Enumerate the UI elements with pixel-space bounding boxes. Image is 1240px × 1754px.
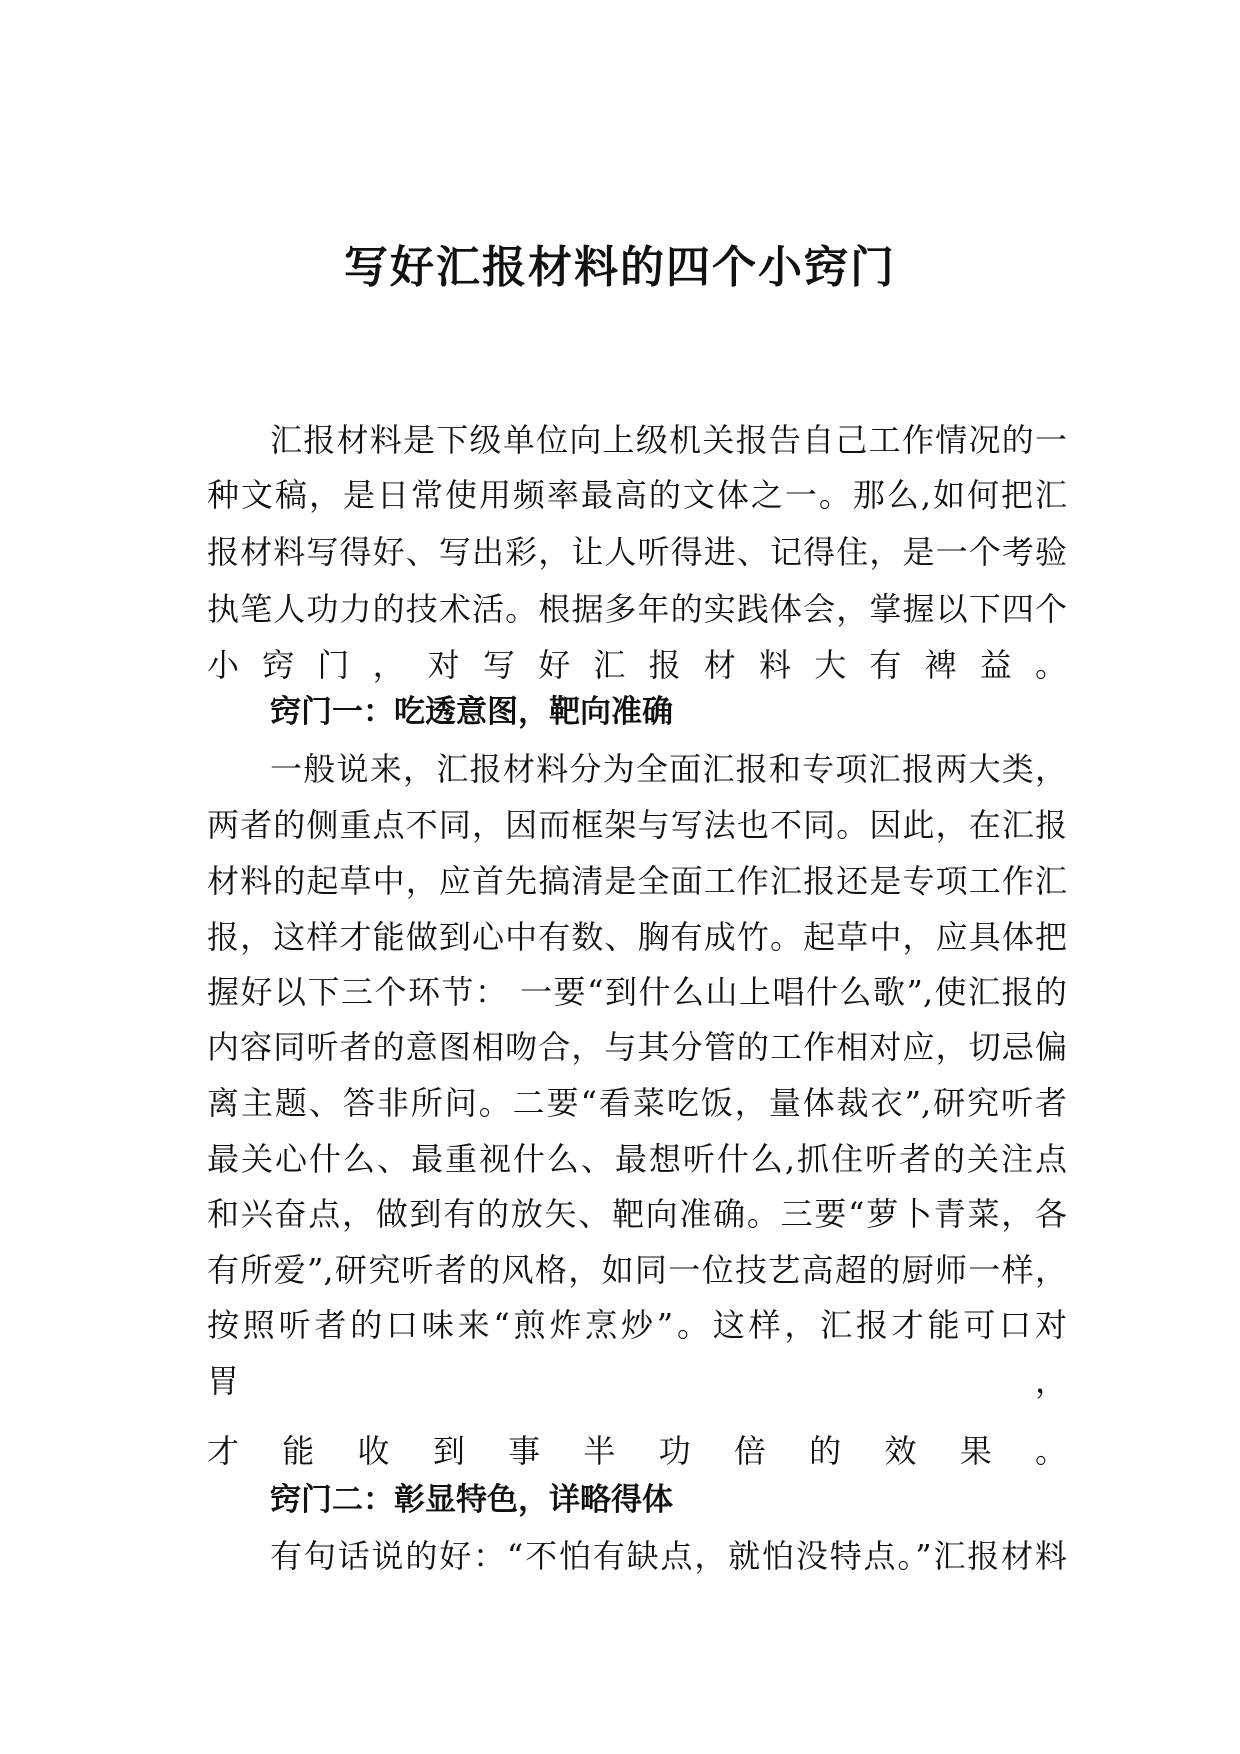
paragraph-line: 握好以下三个环节： 一要“到什么山上唱什么歌”,使汇报的 [207,973,1067,1011]
paragraph-line: 有所爱”,研究听者的风格，如同一位技艺高超的厨师一样， [207,1251,1067,1289]
paragraph-line: 胃， [207,1362,1067,1400]
paragraph-line: 种文稿，是日常使用频率最高的文体之一。那么,如何把汇 [207,476,1067,514]
paragraph-line: 一般说来，汇报材料分为全面汇报和专项汇报两大类， [270,750,1067,788]
paragraph-line: 按照听者的口味来“煎炸烹炒”。这样，汇报才能可口对 [207,1306,1067,1344]
paragraph-line: 有句话说的好：“不怕有缺点，就怕没特点。”汇报材料 [270,1537,1067,1575]
section-heading: 窍门二：彰显特色，详略得体 [270,1482,673,1518]
paragraph-line: 和兴奋点，做到有的放矢、靶向准确。三要“萝卜青菜，各 [207,1195,1067,1233]
paragraph-line: 报材料写得好、写出彩，让人听得进、记得住，是一个考验 [207,533,1067,571]
paragraph-line: 执笔人功力的技术活。根据多年的实践体会，掌握以下四个 [207,590,1067,628]
paragraph-line: 汇报材料是下级单位向上级机关报告自己工作情况的一 [270,421,1067,459]
paragraph-line: 报，这样才能做到心中有数、胸有成竹。起草中，应具体把 [207,918,1067,956]
paragraph-line: 两者的侧重点不同，因而框架与写法也不同。因此，在汇报 [207,806,1067,844]
paragraph-line: 才能收到事半功倍的效果。 [207,1432,1067,1470]
document-title: 写好汇报材料的四个小窍门 [344,242,896,293]
paragraph-line: 内容同听者的意图相吻合，与其分管的工作相对应，切忌偏 [207,1028,1067,1066]
paragraph-line: 最关心什么、最重视什么、最想听什么,抓住听者的关注点 [207,1140,1067,1178]
paragraph-line: 离主题、答非所问。二要“看菜吃饭，量体裁衣”,研究听者 [207,1084,1067,1122]
paragraph-line: 小窍门，对写好汇报材料大有裨益。 [207,646,1067,684]
paragraph-line: 材料的起草中，应首先搞清是全面工作汇报还是专项工作汇 [207,862,1067,900]
section-heading: 窍门一：吃透意图，靶向准确 [270,694,673,730]
